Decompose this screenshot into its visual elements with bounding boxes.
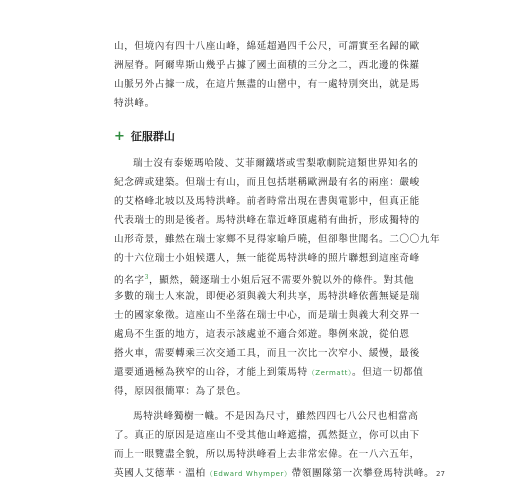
text-line: 特洪峰。 [114,98,155,109]
text-line: 山形奇景，雖然在瑞士家鄉不見得家喻戶曉，但卻舉世聞名。二〇〇九年 [114,234,441,245]
paragraph-intro [114,37,444,113]
english-gloss: （Zermatt） [307,369,353,377]
text-line [114,268,444,287]
text-line: 代表瑞士的則是後者。馬特洪峰在靠近峰頂處稍有曲折，形成獨特的 [114,215,420,226]
text-line: 瑞士沒有泰姬瑪哈陵、艾菲爾鐵塔或雪梨歌劇院這類世界知名的 [133,158,419,169]
text-fragment: 。但這一切都值 [352,367,424,378]
text-line: 士的國家象徵。這座山不坐落在瑞士中心，而是瑞士與義大利交界一 [114,310,420,321]
section-heading [114,128,175,144]
text-line: 而上一眼覽盡全貌，所以馬特洪峰看上去非常宏偉。在一八六五年， [114,449,420,460]
text-line: 山脈另外占據一成，在這片無盡的山巒中，有一處特別突出，就是馬 [114,79,420,90]
text-line: 多數的瑞士人來說，即便必須與義大利共享，馬特洪峰依舊無疑是瑞 [114,291,420,302]
text-line [114,464,444,483]
plus-icon: + [114,128,125,144]
text-line: 洲屋脊。阿爾卑斯山幾乎占據了國土面積的三分之二，西北邊的侏羅 [114,60,420,71]
text-fragment: 的名字 [114,275,145,287]
page-number: 27 [436,470,445,478]
english-gloss: （Edward Whymper） [205,470,292,478]
text-line [114,363,444,382]
text-fragment: 英國人艾德華‧溫柏 [114,468,206,479]
section-title: 征服群山 [130,130,175,143]
text-line: 的十六位瑞士小姐候選人，無一能從馬特洪峰的照片聯想到這座奇峰 [114,253,420,264]
paragraph-matterhorn [114,407,444,483]
text-line: 了。真正的原因是這座山不受其他山峰遮擋，孤然挺立，你可以由下 [114,430,420,441]
text-line: 處鳥不生蛋的地方，這表示該處並不適合郊遊。舉例來說，從伯恩 [114,329,410,340]
text-line: 紀念碑或建築。但瑞士有山，而且包括堪稱歐洲最有名的兩座：嚴峻 [114,177,420,188]
paragraph-conquer [114,154,444,401]
text-fragment: ，顯然，競逐瑞士小姐后冠不需要外貌以外的條件。對其他 [149,275,415,287]
text-line: 馬特洪峰獨樹一幟。不是因為尺寸，雖然四四七八公尺也相當高 [133,411,419,422]
text-fragment: 帶領團隊第一次攀登馬特洪峰。 [291,468,435,479]
text-line: 搭火車，需要轉乘三次交通工具，而且一次比一次窄小、緩慢，最後 [114,348,420,359]
text-line: 得，原因很簡單：為了景色。 [114,386,247,397]
footnote-marker[interactable]: 3 [144,274,150,281]
text-fragment: 還要通過極為狹窄的山谷，才能上到策馬特 [114,367,308,378]
text-line: 山，但境內有四十八座山峰，綿延超過四千公尺，可謂實至名歸的歐 [114,41,420,52]
text-line: 的艾格峰北坡以及馬特洪峰。前者時常出現在書與電影中，但真正能 [114,196,420,207]
